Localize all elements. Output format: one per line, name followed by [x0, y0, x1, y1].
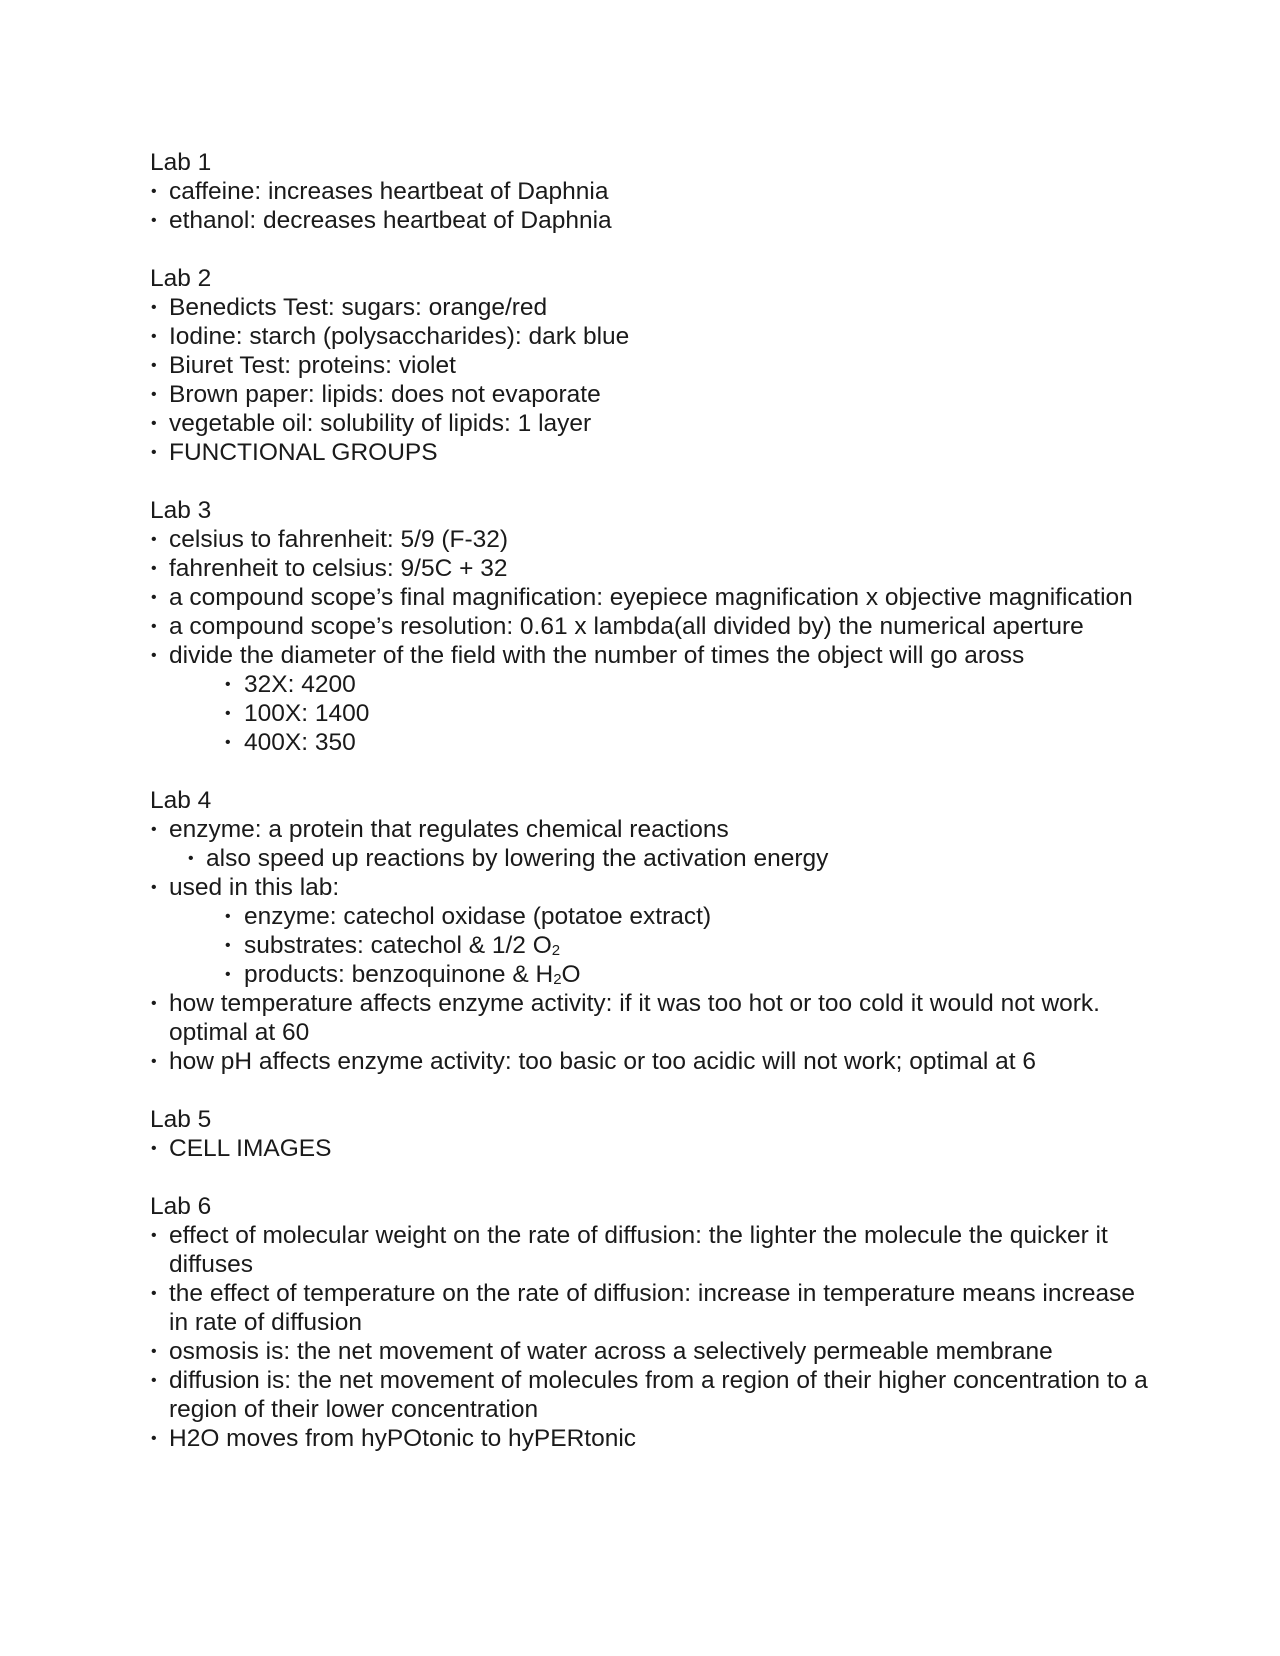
section-heading: Lab 3: [150, 497, 212, 524]
section-lab-1: [150, 148, 1160, 235]
bullet-icon: •: [151, 1140, 157, 1157]
bullet-icon: •: [225, 937, 231, 954]
section-lab-6: [150, 1192, 1160, 1453]
section-lab-4: [150, 786, 1160, 1076]
bullet-icon: •: [151, 415, 157, 432]
section-lab-5: [150, 1105, 1160, 1163]
section-lab-2: [150, 264, 1160, 467]
list-item: • how temperature affects enzyme activity: if it was too hot or too cold it would not work. optimal at 60: [151, 990, 1100, 1046]
list-item: • how pH affects enzyme activity: too basic or too acidic will not work; optimal at 6: [151, 1048, 1036, 1075]
section-heading: Lab 5: [150, 1106, 212, 1133]
sub-list-item: • 32X: 4200: [225, 671, 356, 698]
subscript-two: 2: [553, 971, 562, 988]
bullet-icon: •: [225, 734, 231, 751]
list-item: • Biuret Test: proteins: violet: [151, 352, 456, 379]
sub-list-item: • substrates: catechol & 1/2 $O_2$: [225, 932, 561, 959]
bullet-icon: •: [151, 444, 157, 461]
list-item: • effect of molecular weight on the rate of diffusion: the lighter the molecule the quicker it diffuses: [151, 1222, 1108, 1278]
bullet-icon: •: [151, 1343, 157, 1360]
bullet-icon: •: [151, 212, 157, 229]
sub-list-item: • products: benzoquinone & $H_2O$: [225, 961, 581, 988]
subscript-two: 2: [551, 942, 561, 959]
section-heading: Lab 2: [150, 265, 212, 292]
list-item: • Iodine: starch (polysaccharides): dark blue: [151, 323, 630, 350]
list-item: • divide the diameter of the field with the number of times the object will go aross: [151, 642, 1025, 669]
bullet-icon: •: [151, 1430, 157, 1447]
bullet-icon: •: [151, 995, 157, 1012]
bullet-icon: •: [225, 966, 231, 983]
section-lab-3: [150, 496, 1160, 757]
list-item: • enzyme: a protein that regulates chemical reactions: [151, 816, 729, 843]
list-item: • the effect of temperature on the rate of diffusion: increase in temperature means increase in rate of diffusion: [151, 1280, 1136, 1336]
list-item: • celsius to fahrenheit: 5/9 (F-32): [151, 526, 509, 553]
sub-list-item: • 400X: 350: [225, 729, 356, 756]
bullet-icon: •: [151, 1227, 157, 1244]
bullet-icon: •: [151, 328, 157, 345]
bullet-icon: •: [151, 879, 157, 896]
bullet-icon: •: [151, 357, 157, 374]
list-item: • caffeine: increases heartbeat of Daphnia: [151, 178, 609, 205]
list-item: • used in this lab:: [151, 874, 340, 901]
bullet-icon: •: [151, 386, 157, 403]
bullet-icon: •: [151, 1285, 157, 1302]
bullet-icon: •: [188, 850, 194, 867]
list-item: • Brown paper: lipids: does not evaporate: [151, 381, 601, 408]
bullet-icon: •: [151, 821, 157, 838]
section-heading: Lab 1: [150, 149, 212, 176]
list-item: • osmosis is: the net movement of water across a selectively permeable membrane: [151, 1338, 1053, 1365]
list-item: • H2O moves from hyPOtonic to hyPERtonic: [151, 1425, 637, 1452]
list-item: • a compound scope’s resolution: 0.61 x lambda(all divided by) the numerical aperture: [151, 613, 1084, 640]
bullet-icon: •: [151, 1372, 157, 1389]
notes-content: [150, 148, 1160, 1482]
sub-list-item: • enzyme: catechol oxidase (potatoe extract): [225, 903, 712, 930]
bullet-icon: •: [151, 299, 157, 316]
bullet-icon: •: [151, 531, 157, 548]
bullet-icon: •: [151, 618, 157, 635]
bullet-icon: •: [225, 676, 231, 693]
bullet-icon: •: [151, 1053, 157, 1070]
list-item: • vegetable oil: solubility of lipids: 1 layer: [151, 410, 592, 437]
list-item: • Benedicts Test: sugars: orange/red: [151, 294, 548, 321]
list-item: • fahrenheit to celsius: 9/5C + 32: [151, 555, 508, 582]
bullet-icon: •: [151, 647, 157, 664]
list-item: • a compound scope’s final magnification: eyepiece magnification x objective magnification: [151, 584, 1133, 611]
bullet-icon: •: [225, 705, 231, 722]
section-heading: Lab 4: [150, 787, 212, 814]
list-item: • CELL IMAGES: [151, 1135, 332, 1162]
list-item: • ethanol: decreases heartbeat of Daphnia: [151, 207, 612, 234]
sub-list-item: • 100X: 1400: [225, 700, 370, 727]
bullet-icon: •: [151, 560, 157, 577]
bullet-icon: •: [151, 183, 157, 200]
section-heading: Lab 6: [150, 1193, 212, 1220]
bullet-icon: •: [225, 908, 231, 925]
list-item: • diffusion is: the net movement of molecules from a region of their higher concentration to a region of their lower concentration: [151, 1367, 1148, 1423]
sub-list-item: • also speed up reactions by lowering the activation energy: [188, 845, 829, 872]
bullet-icon: •: [151, 589, 157, 606]
list-item: • FUNCTIONAL GROUPS: [151, 439, 438, 466]
